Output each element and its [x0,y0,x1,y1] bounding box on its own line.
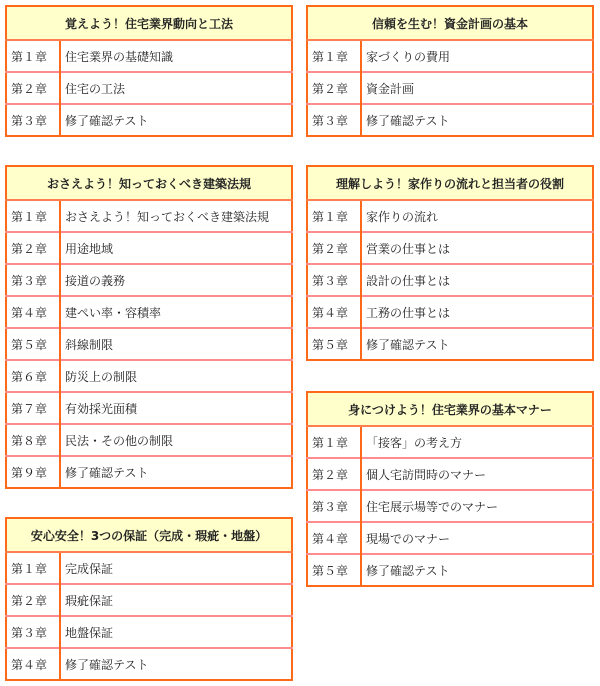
course-table [5,5,293,137]
course-title: 覚えよう！住宅業界動向と工法 [6,6,292,40]
chapter-number: 第４章 [6,296,60,328]
chapter-number: 第２章 [307,458,361,490]
chapter-title[interactable]: 接道の義務 [60,264,292,296]
chapter-title[interactable]: おさえよう！知っておくべき建築法規 [60,200,292,232]
chapter-number: 第１章 [6,552,60,584]
chapter-row[interactable] [307,554,593,586]
chapter-title[interactable]: 個人宅訪問時のマナー [361,458,593,490]
course-title: 理解しよう！家作りの流れと担当者の役割 [307,166,593,200]
chapter-title[interactable]: 設計の仕事とは [361,264,593,296]
chapter-row[interactable] [6,232,292,264]
chapter-number: 第４章 [6,648,60,680]
course-table [5,517,293,681]
chapter-number: 第５章 [307,554,361,586]
chapter-row[interactable] [307,522,593,554]
chapter-title[interactable]: 営業の仕事とは [361,232,593,264]
chapter-title[interactable]: 修了確認テスト [60,648,292,680]
chapter-row[interactable] [6,296,292,328]
chapter-title[interactable]: 建ぺい率・容積率 [60,296,292,328]
chapter-title[interactable]: 修了確認テスト [361,554,593,586]
chapter-row[interactable] [307,328,593,360]
chapter-row[interactable] [307,296,593,328]
chapter-row[interactable] [307,200,593,232]
chapter-row[interactable] [307,426,593,458]
chapter-title[interactable]: 家作りの流れ [361,200,593,232]
chapter-row[interactable] [6,360,292,392]
chapter-number: 第５章 [6,328,60,360]
course-title: 身につけよう！住宅業界の基本マナー [307,392,593,426]
course-table [5,165,293,489]
chapter-row[interactable] [6,72,292,104]
chapter-row[interactable] [6,200,292,232]
course-title: 信頼を生む！資金計画の基本 [307,6,593,40]
chapter-number: 第１章 [307,40,361,72]
chapter-number: 第１章 [307,200,361,232]
chapter-number: 第２章 [6,72,60,104]
chapter-row[interactable] [307,40,593,72]
chapter-number: 第１章 [6,200,60,232]
chapter-row[interactable] [6,264,292,296]
chapter-title[interactable]: 地盤保証 [60,616,292,648]
chapter-row[interactable] [6,104,292,136]
chapter-number: 第３章 [6,104,60,136]
chapter-row[interactable] [307,104,593,136]
chapter-title[interactable]: 斜線制限 [60,328,292,360]
chapter-title[interactable]: 家づくりの費用 [361,40,593,72]
chapter-row[interactable] [6,552,292,584]
chapter-number: 第７章 [6,392,60,424]
chapter-number: 第１章 [307,426,361,458]
chapter-number: 第３章 [307,264,361,296]
chapter-title[interactable]: 修了確認テスト [361,328,593,360]
chapter-title[interactable]: 修了確認テスト [60,104,292,136]
chapter-title[interactable]: 瑕疵保証 [60,584,292,616]
chapter-title[interactable]: 現場でのマナー [361,522,593,554]
chapter-number: 第３章 [307,104,361,136]
chapter-row[interactable] [6,424,292,456]
chapter-number: 第２章 [307,72,361,104]
course-table [306,165,594,361]
chapter-title[interactable]: 民法・その他の制限 [60,424,292,456]
chapter-number: 第３章 [307,490,361,522]
chapter-number: 第２章 [6,232,60,264]
course-table [306,5,594,137]
chapter-row[interactable] [307,232,593,264]
chapter-title[interactable]: 住宅の工法 [60,72,292,104]
chapter-title[interactable]: 完成保証 [60,552,292,584]
chapter-title[interactable]: 資金計画 [361,72,593,104]
course-title: おさえよう！知っておくべき建築法規 [6,166,292,200]
chapter-number: 第６章 [6,360,60,392]
chapter-number: 第１章 [6,40,60,72]
chapter-title[interactable]: 修了確認テスト [60,456,292,488]
chapter-number: 第９章 [6,456,60,488]
chapter-row[interactable] [307,264,593,296]
chapter-title[interactable]: 有効採光面積 [60,392,292,424]
chapter-row[interactable] [6,616,292,648]
chapter-row[interactable] [307,458,593,490]
chapter-number: 第８章 [6,424,60,456]
chapter-number: 第２章 [307,232,361,264]
chapter-row[interactable] [6,584,292,616]
chapter-title[interactable]: 防災上の制限 [60,360,292,392]
chapter-row[interactable] [307,490,593,522]
chapter-number: 第４章 [307,522,361,554]
chapter-row[interactable] [6,40,292,72]
chapter-title[interactable]: 住宅展示場等でのマナー [361,490,593,522]
course-table [306,391,594,587]
course-title: 安心安全！3つの保証（完成・瑕疵・地盤） [6,518,292,552]
chapter-title[interactable]: 住宅業界の基礎知識 [60,40,292,72]
chapter-row[interactable] [6,456,292,488]
chapter-title[interactable]: 工務の仕事とは [361,296,593,328]
chapter-number: 第２章 [6,584,60,616]
chapter-number: 第３章 [6,616,60,648]
chapter-number: 第４章 [307,296,361,328]
chapter-number: 第５章 [307,328,361,360]
chapter-row[interactable] [6,648,292,680]
chapter-title[interactable]: 修了確認テスト [361,104,593,136]
chapter-title[interactable]: 「接客」の考え方 [361,426,593,458]
chapter-row[interactable] [6,328,292,360]
chapter-row[interactable] [6,392,292,424]
chapter-title[interactable]: 用途地域 [60,232,292,264]
chapter-number: 第３章 [6,264,60,296]
chapter-row[interactable] [307,72,593,104]
